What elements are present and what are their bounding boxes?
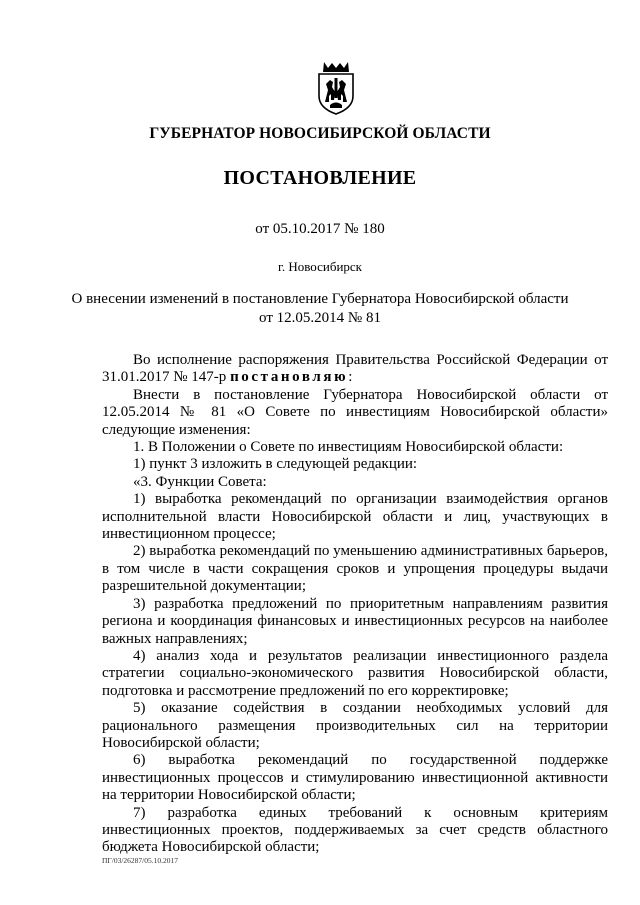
document-body bbox=[102, 352, 608, 857]
function-item-7: 7) разработка единых требований к основным критериям инвестиционных проектов, поддерживаемых за счет средств областного бюджета Новосибирской области; bbox=[102, 804, 608, 856]
document-city: г. Новосибирск bbox=[277, 259, 362, 274]
function-item-5: 5) оказание содействия в создании необходимых условий для рационального размещения производительных сил на территории Новосибирской области; bbox=[102, 700, 608, 751]
preamble-colon: : bbox=[348, 369, 353, 386]
clause-1-paragraph: 1) пункт 3 изложить в следующей редакции: bbox=[133, 456, 418, 473]
subject-line-2: от 12.05.2014 № 81 bbox=[259, 310, 381, 326]
footer-code: ПГ/03/26287/05.10.2017 bbox=[102, 856, 179, 865]
coat-of-arms-icon bbox=[315, 60, 357, 116]
issuer-heading: ГУБЕРНАТОР НОВОСИБИРСКОЙ ОБЛАСТИ bbox=[149, 125, 491, 142]
subject-line-1: О внесении изменений в постановление Губернатора Новосибирской области bbox=[71, 291, 569, 307]
document-subject bbox=[0, 290, 640, 328]
amend-paragraph: Внести в постановление Губернатора Новосибирской области от 12.05.2014 № 81 «О Совете по инвестициям Новосибирской области» следующие изменения: bbox=[102, 386, 608, 438]
document-date-number: от 05.10.2017 № 180 bbox=[255, 221, 385, 237]
functions-heading: «3. Функции Совета: bbox=[133, 473, 267, 490]
preamble-paragraph bbox=[102, 352, 608, 387]
function-item-3: 3) разработка предложений по приоритетным направлениям развития региона и координация финансовых и инвестиционных ресурсов на наиболее важных направлениях; bbox=[102, 595, 608, 647]
function-item-2: 2) выработка рекомендаций по уменьшению административных барьеров, в том числе в части сокращения сроков и упрощения процедуры выдачи разрешительной документации; bbox=[102, 543, 608, 595]
function-item-6: 6) выработка рекомендаций по государственной поддержке инвестиционных процессов и стимулированию инвестиционной активности на территории Новосибирской области; bbox=[102, 752, 608, 804]
function-item-1: 1) выработка рекомендаций по организации взаимодействия органов исполнительной власти Новосибирской области и лиц, участвующих в инвестиционном процессе; bbox=[102, 491, 608, 543]
document-type-title: ПОСТАНОВЛЕНИЕ bbox=[223, 167, 417, 189]
preamble-text: Во исполнение распоряжения Правительства Российской Федерации от 31.01.2017 № 147-р bbox=[102, 352, 608, 386]
function-item-4: 4) анализ хода и результатов реализации инвестиционного раздела стратегии социально-экономического развития Новосибирской области, подготовка и рассмотрение предложений по его корректировке; bbox=[102, 647, 608, 699]
section-1-paragraph: 1. В Положении о Совете по инвестициям Новосибирской области: bbox=[133, 439, 564, 456]
resolve-word: постановляю bbox=[230, 369, 349, 386]
